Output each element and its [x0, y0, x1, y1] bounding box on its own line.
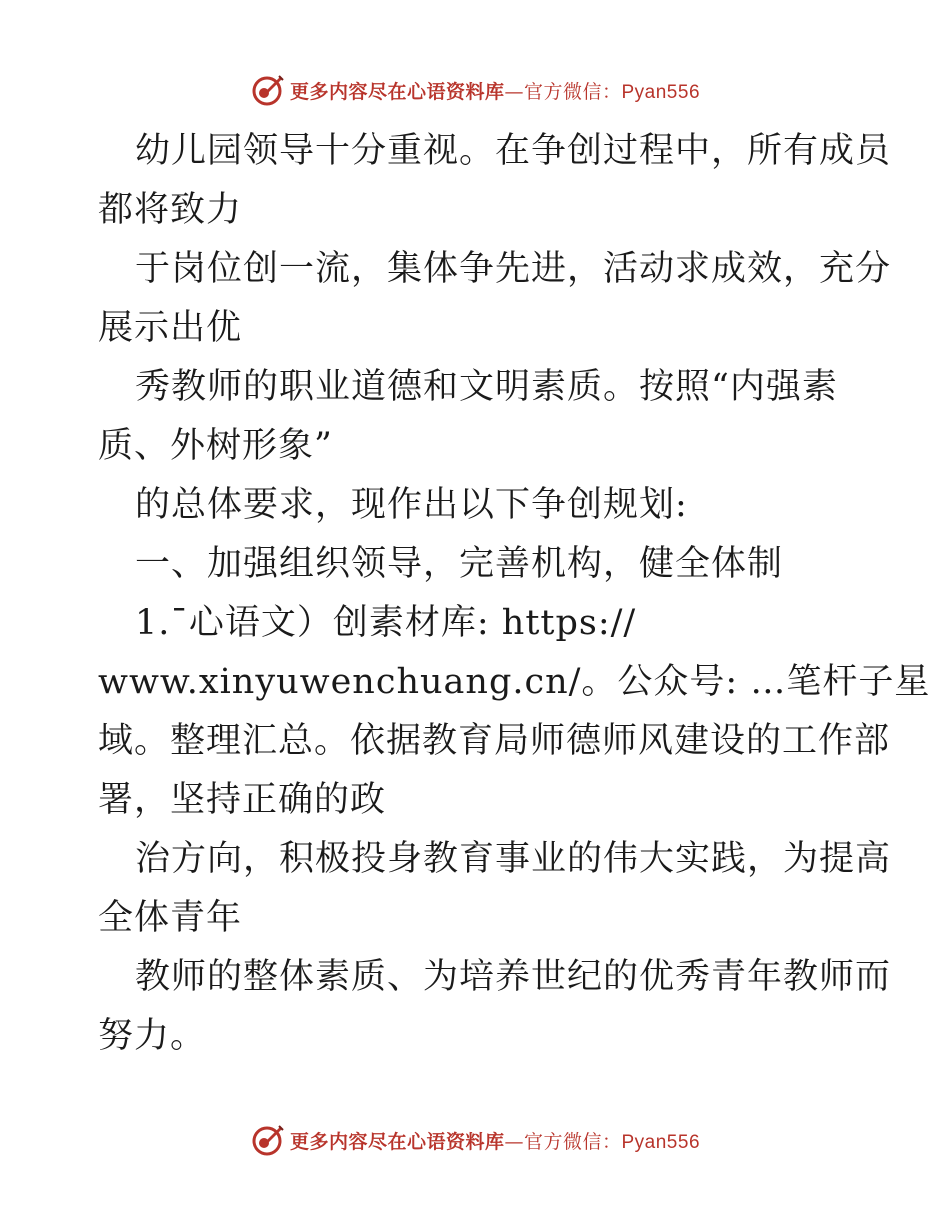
body-line: 治方向，积极投身教育事业的伟大实践，为提高 [135, 839, 892, 879]
body-line: 质、外树形象” [98, 426, 333, 466]
body-line: 全体青年 [98, 898, 243, 938]
body-line: 展示出优 [98, 308, 243, 348]
body-line: 努力。 [98, 1016, 207, 1056]
body-line: 于岗位创一流，集体争先进，活动求成效，充分 [135, 249, 892, 289]
body-line: 幼儿园领导十分重视。在争创过程中，所有成员 [135, 131, 892, 171]
banner-dash: — [504, 80, 524, 103]
body-line: 1.¯心语文）创素材库: https:// [135, 603, 637, 643]
body-line: 都将致力 [98, 190, 243, 230]
body-line: 署，坚持正确的政 [98, 780, 387, 820]
pen-logo-icon [250, 73, 284, 107]
banner-slogan: 更多内容尽在心语资料库 [289, 1130, 505, 1153]
footer-banner [0, 1120, 950, 1160]
body-line: www.xinyuwenchuang.cn/。公众号: …笔杆子星 [98, 662, 931, 702]
body-line: 教师的整体素质、为培养世纪的优秀青年教师而 [135, 957, 892, 997]
document-body [98, 122, 931, 1066]
header-banner [0, 70, 950, 110]
banner-wechat: 官方微信：Pyan556 [524, 1131, 701, 1153]
body-line: 域。整理汇总。依据教育局师德师风建设的工作部 [98, 721, 891, 761]
body-line: 秀教师的职业道德和文明素质。按照“内强素 [135, 367, 838, 407]
body-line: 的总体要求，现作出以下争创规划: [135, 485, 688, 525]
banner-slogan: 更多内容尽在心语资料库 [289, 80, 505, 103]
banner-dash: — [504, 1130, 524, 1153]
pen-logo-icon [250, 1123, 284, 1157]
body-line: 一、加强组织领导，完善机构，健全体制 [135, 544, 784, 584]
banner-wechat: 官方微信：Pyan556 [524, 81, 701, 103]
